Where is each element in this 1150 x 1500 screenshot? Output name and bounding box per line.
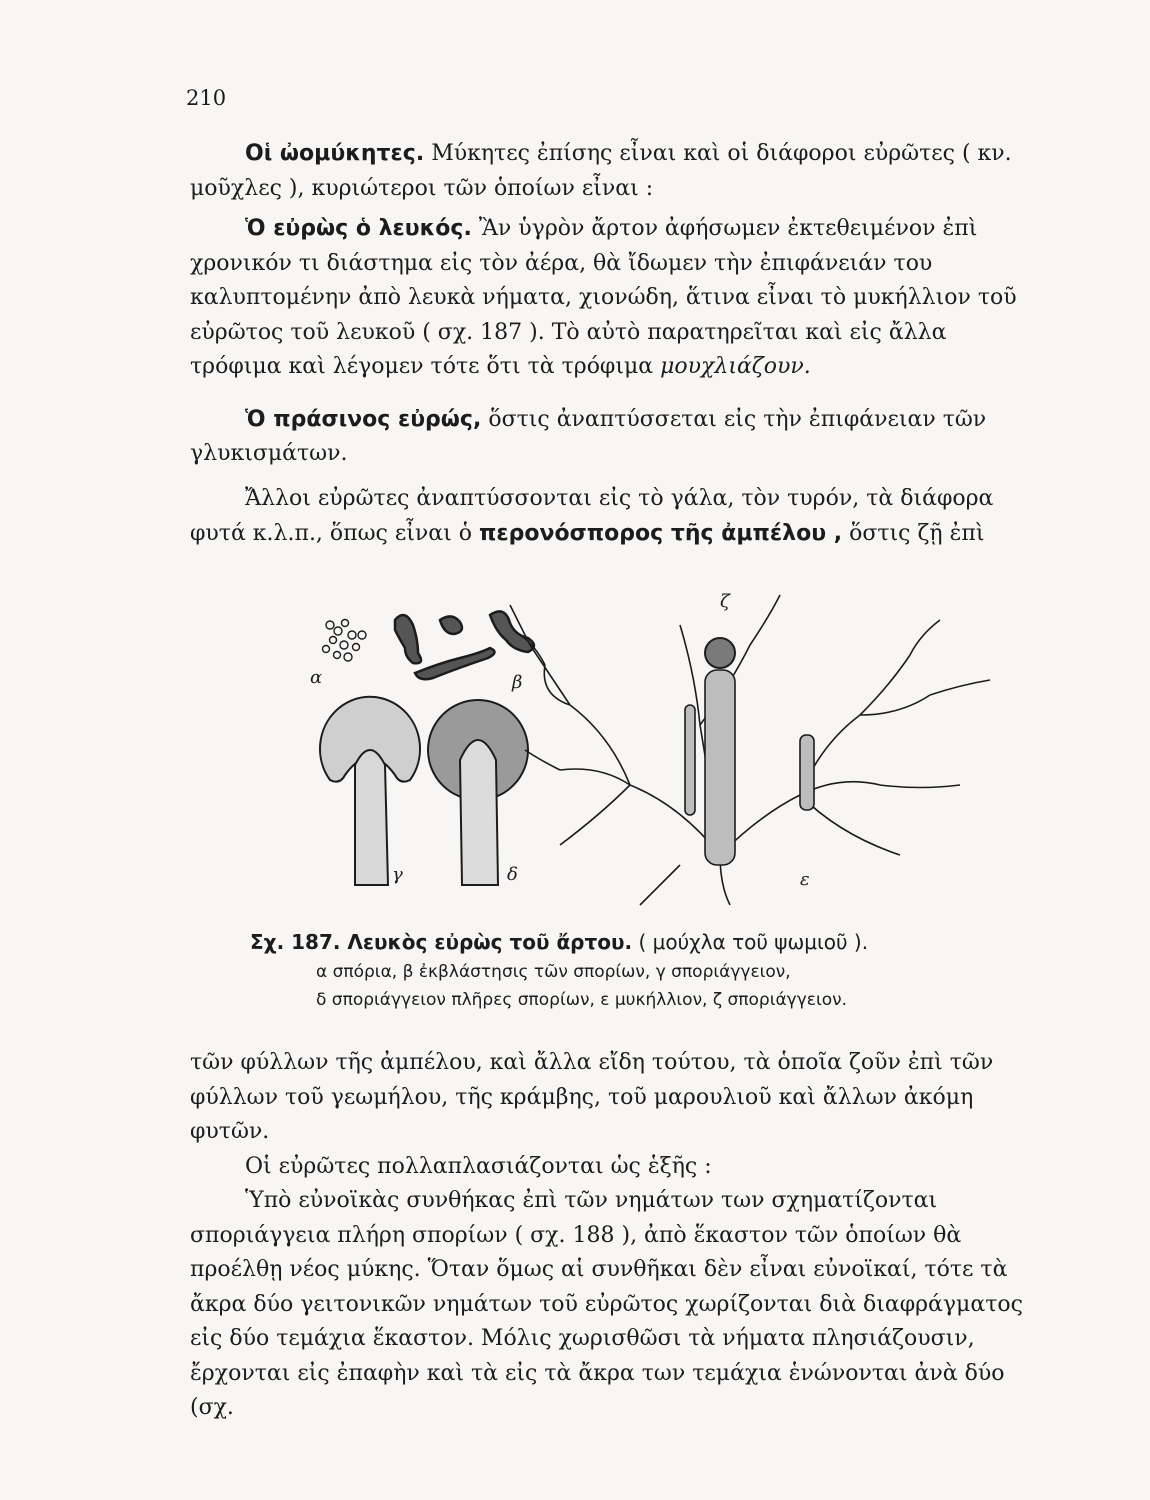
paragraph-oomycetes: [190, 137, 1035, 206]
germination-drawing: [395, 611, 534, 679]
text-white-mold-italic: μουχλιάζουν.: [660, 354, 811, 379]
label-epsilon: ε: [800, 869, 810, 890]
caption-line-2: δ σποριάγγειον πλῆρες σπορίων, ε μυκήλλιον, ζ σποριάγγειον.: [316, 990, 848, 1010]
label-gamma: γ: [392, 864, 403, 885]
heading-green-mold: Ὁ πράσινος εὐρώς,: [245, 406, 482, 432]
sporangium-drawing: [320, 697, 420, 885]
paragraph-green-mold: [190, 403, 1035, 472]
label-alpha: α: [310, 667, 323, 688]
sporangium-zeta-drawing: [705, 638, 735, 668]
sporangium-full-drawing: [428, 700, 528, 885]
lower-text: [190, 1046, 1035, 1426]
text-green-mold: ὅστις ἀναπτύσσεται εἰς τὴν ἐπιφάνειαν τῶν γλυκισμάτων.: [190, 406, 987, 466]
text-white-mold: Ἂν ὑγρὸν ἄρτον ἀφήσωμεν ἐκτεθειμένον ἐπὶ χρονικόν τι διάστημα εἰς τὸν ἀέρα, θὰ ἴδωμεν τὴν ἐπιφάνειάν του καλυπτομένην ἀπὸ λευκὰ νήματα, χιονώδη, ἅτινα εἶναι τὸ μυκήλλιον τοῦ εὐρῶτος τοῦ λευκοῦ ( σχ. 187 ). Τὸ αὐτὸ παρατηρεῖται καὶ εἰς ἄλλα τρόφιμα καὶ λέγομεν τότε ὅτι τὰ τρόφιμα: [190, 216, 1017, 379]
upper-text: [190, 137, 1035, 472]
figure-caption: [250, 930, 1010, 954]
spores-drawing: [323, 620, 367, 662]
text-other-molds: Ἄλλοι εὐρῶτες ἀναπτύσσονται εἰς τὸ γάλα, τὸν τυρόν, τὰ διάφορα φυτά κ.λ.π., ὅπως εἶναι ὁ: [190, 486, 994, 546]
caption-title: Σχ. 187. Λευκὸς εὐρὼς τοῦ ἄρτου.: [250, 930, 633, 954]
page-number: 210: [186, 86, 227, 110]
paragraph-multiplication: Οἱ εὐρῶτες πολλαπλασιάζονται ὡς ἑξῆς :: [245, 1153, 712, 1179]
heading-oomycetes: Οἱ ὠομύκητες.: [245, 141, 425, 166]
caption-line-1: α σπόρια, β ἐκβλάστησις τῶν σπορίων, γ σποριάγγειον,: [316, 962, 791, 982]
other-molds-text: [190, 482, 1035, 551]
label-delta: δ: [507, 864, 518, 885]
paragraph-conditions: Ὑπὸ εὐνοϊκὰς συνθήκας ἐπὶ τῶν νημάτων των σχηματίζονται σποριάγγεια πλήρη σπορίων ( σχ. 188 ), ἀπὸ ἕκαστον τῶν ὁποίων θὰ προέλθῃ νέος μύκης. Ὅταν ὅμως αἱ συνθῆκαι δὲν εἶναι εὐνοϊκαί, τότε τὰ ἄκρα δύο γειτονικῶν νημάτων τοῦ εὐρῶτος χωρίζονται διὰ διαφράγματος εἰς δύο τεμάχια ἕκαστον. Μόλις χωρισθῶσι τὰ νήματα πλησιάζουσιν, ἔρχονται εἰς ἐπαφὴν καὶ τὰ εἰς τὰ ἄκρα των τεμάχια ἑνώνονται ἀνὰ δύο (σχ.: [190, 1188, 1023, 1420]
paragraph-vine-leaves: τῶν φύλλων τῆς ἀμπέλου, καὶ ἄλλα εἴδη τούτου, τὰ ὁποῖα ζοῦν ἐπὶ τῶν φύλλων τοῦ γεωμήλου, τῆς κράμβης, τοῦ μαρουλιοῦ καὶ ἄλλων ἀκόμη φυτῶν.: [190, 1050, 994, 1144]
figure-bread-mold: [300, 585, 1030, 915]
mycelium-drawing: [510, 595, 990, 905]
label-beta: β: [512, 672, 523, 693]
text-other-molds-end: ὅστις ζῇ ἐπὶ: [849, 520, 985, 546]
paragraph-other-molds: [190, 482, 1035, 551]
label-zeta: ζ: [720, 591, 730, 612]
text-oomycetes: Μύκητες ἐπίσης εἶναι καὶ οἱ διάφοροι εὐρῶτες ( κν. μοῦχλες ), κυριώτεροι τῶν ὁποίων εἶναι :: [190, 141, 1012, 201]
term-peronospora: περονόσπορος τῆς ἀμπέλου ,: [479, 520, 843, 546]
paragraph-white-mold: [190, 212, 1035, 385]
caption-paren: ( μούχλα τοῦ ψωμιοῦ ).: [638, 930, 869, 954]
heading-white-mold: Ὁ εὐρὼς ὁ λευκός.: [245, 216, 472, 241]
